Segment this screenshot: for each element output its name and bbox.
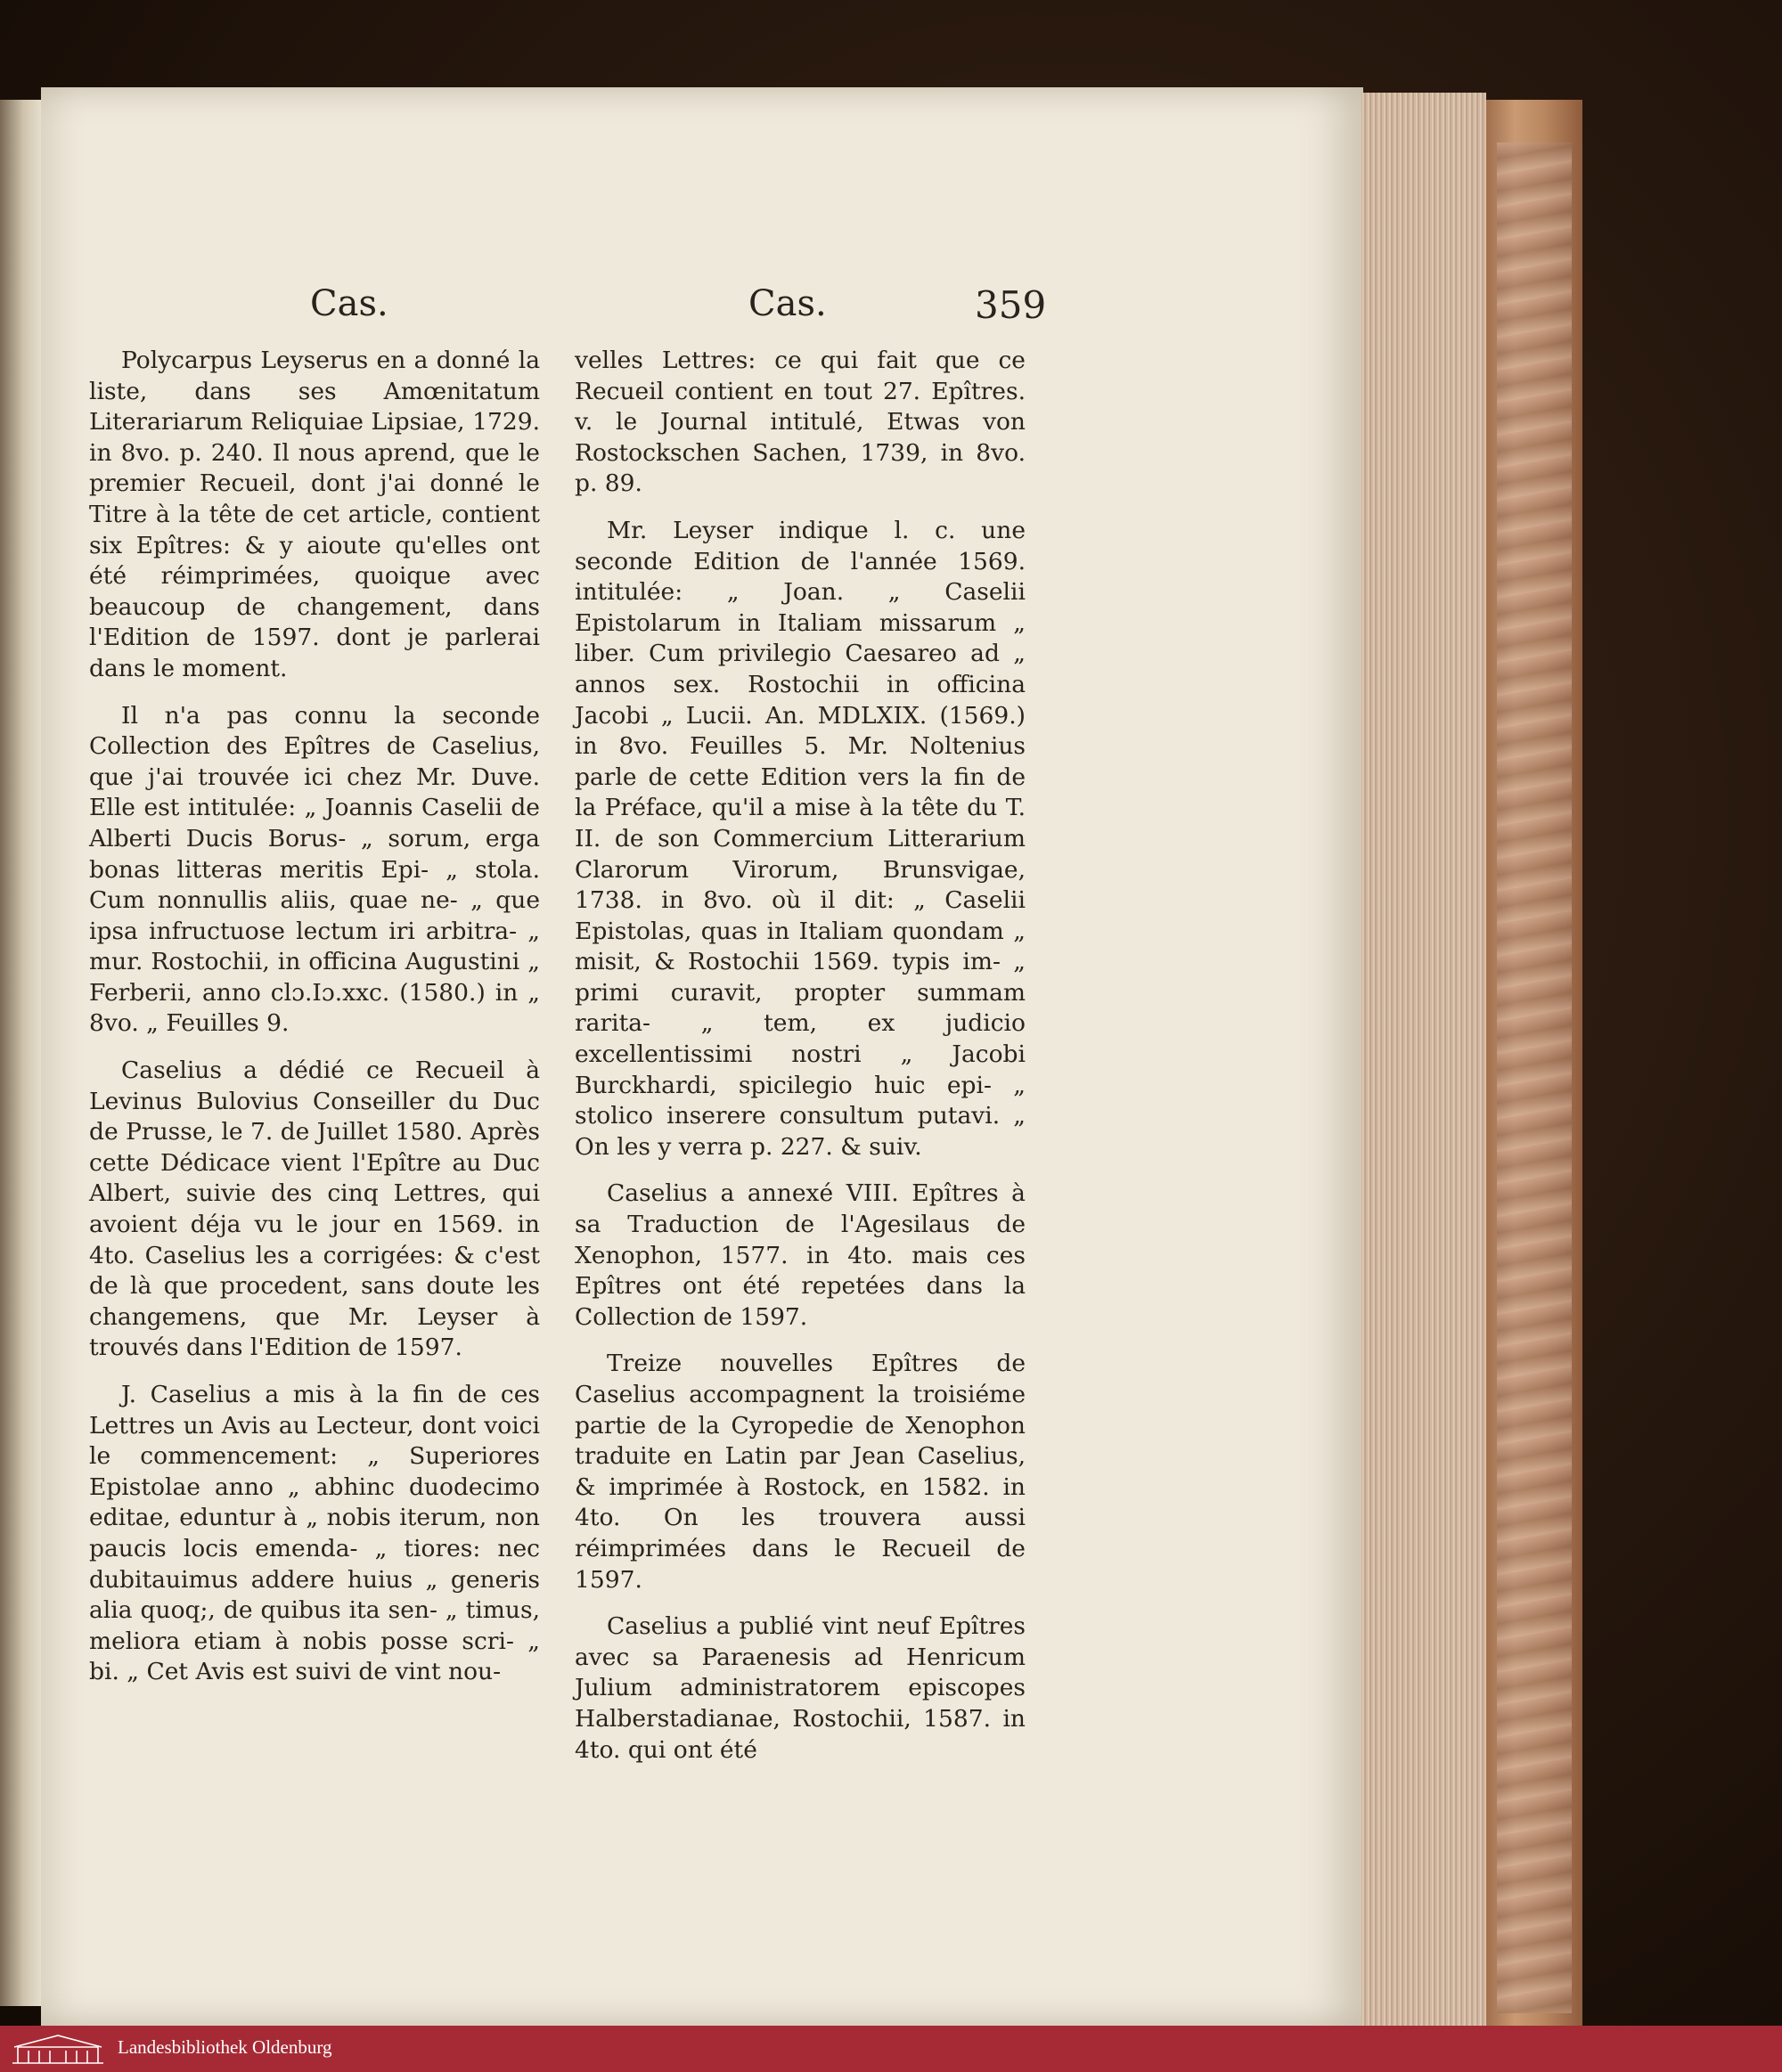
paragraph: Caselius a dédié ce Recueil à Levinus Bulovius Conseiller du Duc de Prusse, le 7. de Juillet 1580. Après cette Dédicace vient l'Epître au Duc Albert, suivie des cinq Lettres, qui avoient déja vu le jour en 1569. in 4to. Caselius les a corrigées: & c'est de là que procedent, sans doute les changemens, que Mr. Leyser à trouvés dans l'Edition de 1597. (89, 1056, 540, 1362)
running-head-left: Cas. (310, 283, 388, 324)
right-text-column (575, 346, 1026, 1782)
paragraph: J. Caselius a mis à la fin de ces Lettres un Avis au Lecteur, dont voici le commencement: „ Superiores Epistolae anno „ abhinc duodecimo editae, eduntur à „ nobis iterum, non paucis locis emenda- „ tiores: nec dubitauimus addere huius „ generis alia quoq;, de quibus ita sen- „ timus, meliora etiam à nobis posse scri- „ bi. „ Cet Avis est suivi de vint nou- (89, 1381, 540, 1686)
page-number: 359 (975, 283, 1047, 327)
left-page-edge (0, 100, 43, 2006)
running-head-right: Cas. (748, 283, 827, 324)
paragraph: Mr. Leyser indique l. c. une seconde Edition de l'année 1569. intitulée: „ Joan. „ Caselii Epistolarum in Italiam missarum „ liber. Cum privilegio Caesareo ad „ annos sex. Rostochii in officina Jacobi „ Lucii. An. MDLXIX. (1569.) in 8vo. Feuilles 5. Mr. Noltenius parle de cette Edition vers la fin de la Préface, qu'il a mise à la tête du T. II. de son Commercium Litterarium Clarorum Virorum, Brunsvigae, 1738. in 8vo. où il dit: „ Caselii Epistolas, quas in Italiam quondam „ misit, & Rostochii 1569. typis im- „ primi curavit, propter summam rarita- „ tem, ex judicio excellentissimi nostri „ Jacobi Burckhardi, spicilegio huic epi- „ stolico inserere consultum putavi. „ On les y verra p. 227. & suiv. (575, 516, 1026, 1161)
page-fore-edge (1361, 93, 1486, 2026)
paragraph: Polycarpus Leyserus en a donné la liste, dans ses Amœnitatum Literariarum Reliquiae Lipsiae, 1729. in 8vo. p. 240. Il nous aprend, que le premier Recueil, dont j'ai donné le Titre à la tête de cet article, contient six Epîtres: & y aioute qu'elles ont été réimprimées, quoique avec beaucoup de changement, dans l'Edition de 1597. dont je parlerai dans le moment. (89, 347, 540, 682)
left-text-column (89, 346, 540, 1704)
paragraph: Treize nouvelles Epîtres de Caselius accompagnent la troisiéme partie de la Cyropedie de Xenophon traduite en Latin par Jean Caselius, & imprimée à Rostock, en 1582. in 4to. On les trouvera aussi réimprimées dans le Recueil de 1597. (575, 1350, 1026, 1594)
cover-marbling (1497, 143, 1572, 2013)
paragraph: Caselius a annexé VIII. Epîtres à sa Traduction de l'Agesilaus de Xenophon, 1577. in 4to. mais ces Epîtres ont été repetées dans la Collection de 1597. (575, 1179, 1026, 1331)
paragraph: Il n'a pas connu la seconde Collection des Epîtres de Caselius, que j'ai trouvée ici chez Mr. Duve. Elle est intitulée: „ Joannis Caselii de Alberti Ducis Borus- „ sorum, erga bonas litteras meritis Epi- „ stola. Cum nonnullis aliis, quae ne- „ que ipsa infructuose lectum iri arbitra- „ mur. Rostochii, in officina Augustini „ Ferberii, anno clɔ.Iɔ.xxc. (1580.) in „ 8vo. „ Feuilles 9. (89, 701, 540, 1038)
paragraph: Caselius a publié vint neuf Epîtres avec sa Paraenesis ad Henricum Julium administratorem episcopes Halberstadianae, Rostochii, 1587. in 4to. qui ont été (575, 1612, 1026, 1764)
paragraph: velles Lettres: ce qui fait que ce Recueil contient en tout 27. Epîtres. v. le Journal intitulé, Etwas von Rostockschen Sachen, 1739, in 8vo. p. 89. (575, 347, 1026, 498)
library-footer-bar (0, 2026, 1782, 2072)
library-name[interactable]: Landesbibliothek Oldenburg (118, 2036, 332, 2058)
library-building-icon (9, 2033, 107, 2065)
